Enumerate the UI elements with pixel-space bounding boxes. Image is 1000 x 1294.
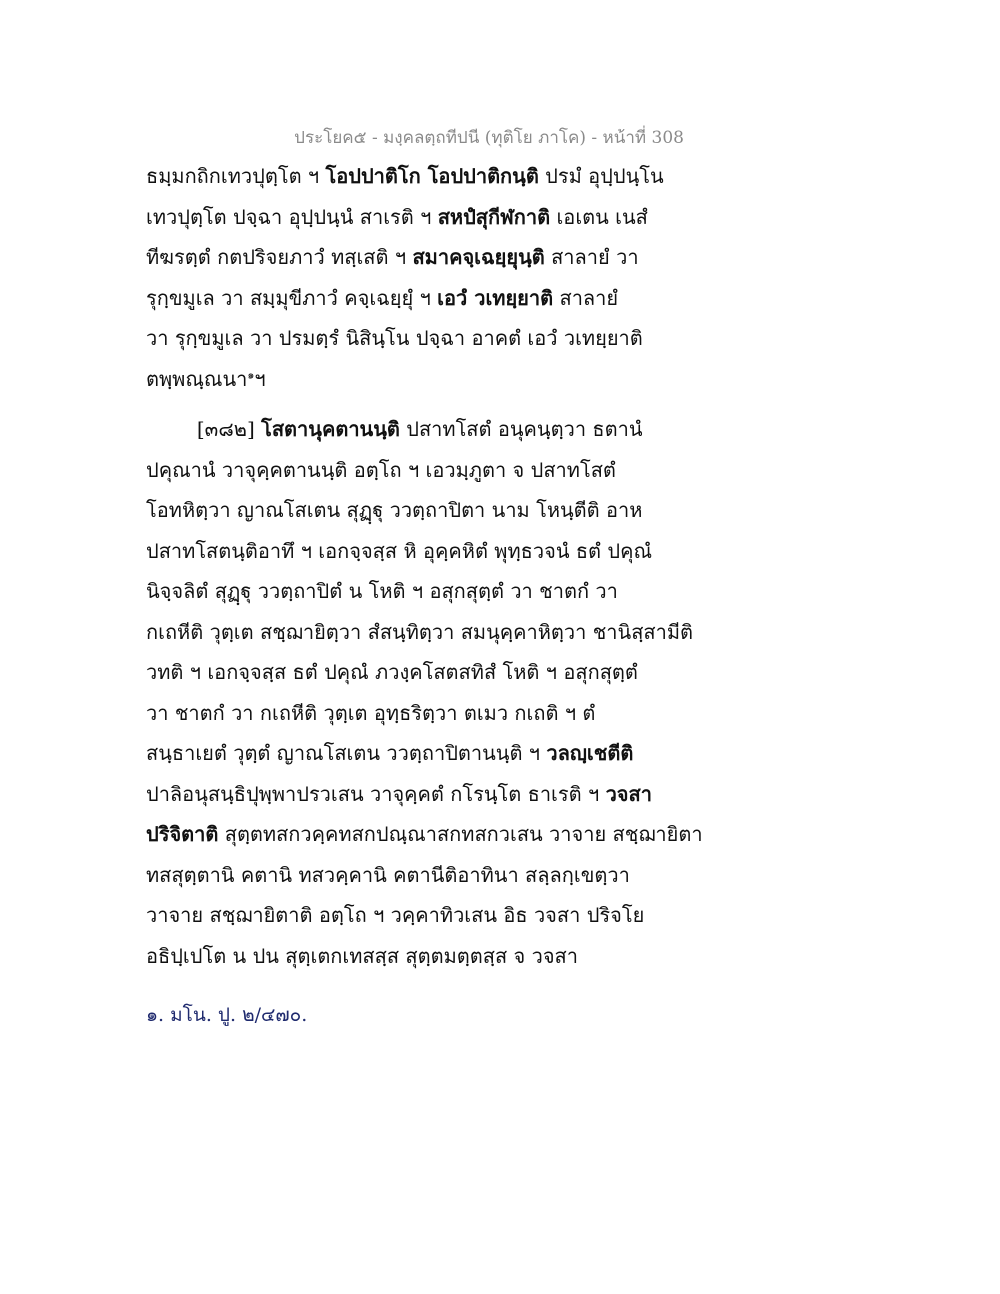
text-segment: สาลายํ วา — [544, 245, 639, 269]
text-segment: อธิปฺเปโต น ปน สุตฺเตกเทสสฺส สุตฺตมตฺตสฺส จ วจสา — [146, 943, 578, 968]
text-line — [146, 936, 706, 977]
bold-term: โสตานุคตานนฺติ — [261, 417, 400, 441]
text-line — [146, 733, 706, 774]
text-segment: ธมฺมกถิกเทวปุตฺโต ฯ — [146, 164, 326, 188]
text-segment: เอเตน เนสํ — [550, 204, 648, 229]
text-segment: ฯ — [254, 366, 266, 391]
text-segment: ปาลิอนุสนฺธิปุพฺพาปรวเสน วาจุคฺคตํ กโรนฺโต ธาเรติ ฯ — [146, 781, 606, 806]
main-text — [146, 156, 706, 976]
text-line — [146, 652, 706, 693]
text-segment: เทวปุตฺโต ปจฺฉา อุปฺปนฺนํ สาเรติ ฯ — [146, 204, 438, 229]
text-segment: วา ชาตกํ วา กเถหีติ วุตฺเต อุทฺธริตฺวา ตเมว กเถติ ฯ ตํ — [146, 700, 596, 725]
bold-term: สหปํสุกีฬกาติ — [437, 204, 551, 229]
bold-term: สมาคจฺเฉยฺยุนฺติ — [412, 245, 545, 269]
paragraph-2 — [146, 409, 706, 976]
text-line — [146, 571, 706, 612]
text-line — [146, 450, 706, 491]
bold-term: วจสา — [605, 781, 652, 806]
text-segment: สุตฺตทสกวคฺคทสกปณฺณาสกทสกวเสน วาจาย สชฺฌายิตา — [218, 822, 703, 846]
text-segment: ปสาทโสตนฺติอาทึ ฯ เอกจฺจสฺส หิ อุคฺคหิตํ พุทฺธวจนํ ธตํ ปคุณํ — [146, 538, 653, 563]
text-segment: โอทหิตฺวา ญาณโสเตน สุฏฺฐุ ววตฺถาปิตา นาม โหนฺตีติ อาห — [146, 498, 643, 522]
text-segment: นิจฺจลิตํ สุฏฺฐุ ววตฺถาปิตํ น โหติ ฯ อสุกสุตฺตํ วา ชาตกํ วา — [146, 579, 618, 603]
text-line — [146, 855, 706, 896]
text-segment: ตพฺพณฺณนา — [146, 366, 248, 391]
text-segment: วา รุกฺขมูเล วา ปรมตฺรํ นิสินฺโน ปจฺฉา อาคตํ เอวํ วเทยฺยาติ — [146, 326, 643, 350]
paragraph-1 — [146, 156, 706, 399]
text-segment: กเถหีติ วุตฺเต สชฺฌายิตฺวา สํสนฺทิตฺวา สมนุคฺคาหิตฺวา ชานิสฺสามีติ — [146, 619, 694, 644]
page-header: ประโยค๕ - มงฺคลตฺถทีปนี (ทุติโย ภาโค) - หน้าที่ 308 — [294, 128, 684, 148]
footnote: ๑. มโน. ปู. ๒/๔๗๐. — [146, 1004, 308, 1026]
text-segment: วาจาย สชฺฌายิตาติ อตฺโถ ฯ วคฺคาทิวเสน อิธ วจสา ปริจโย — [146, 903, 645, 927]
text-segment: ทีฆรตฺตํ กตปริจยภาวํ ทสฺเสติ ฯ — [146, 245, 413, 269]
text-segment: ปสาทโสตํ อนุคนฺตฺวา ธตานํ — [399, 417, 643, 441]
footnote-marker: ๑ — [247, 367, 255, 381]
text-line — [146, 612, 706, 653]
bold-term: โอปปาติโก โอปปาติกนฺติ — [325, 164, 539, 188]
text-line — [146, 156, 706, 197]
text-line — [146, 237, 706, 278]
text-line — [146, 409, 706, 450]
bold-term: เอวํ วเทยฺยาติ — [437, 285, 554, 310]
text-line — [146, 531, 706, 572]
text-line — [146, 318, 706, 359]
text-line — [146, 895, 706, 936]
text-line — [146, 490, 706, 531]
text-line — [146, 359, 706, 400]
text-segment: ปรมํ อุปฺปนฺโน — [538, 164, 664, 188]
text-segment: สนฺธาเยตํ วุตฺตํ ญาณโสเตน ววตฺถาปิตานนฺติ ฯ — [146, 741, 547, 765]
text-segment: [๓๘๒] — [146, 417, 262, 441]
bold-term: ปริจิตาติ — [146, 822, 219, 846]
bold-term: วลญฺเชตีติ — [546, 741, 634, 765]
text-line — [146, 693, 706, 734]
text-segment: ทสสุตฺตานิ คตานิ ทสวคฺคานิ คตานีติอาทินา สลฺลกฺเขตฺวา — [146, 862, 630, 887]
text-segment: รุกฺขมูเล วา สมฺมุขีภาวํ คจฺเฉยฺยุํ ฯ — [146, 285, 438, 310]
text-line — [146, 814, 706, 855]
text-line — [146, 197, 706, 238]
text-line — [146, 774, 706, 815]
text-line — [146, 278, 706, 319]
text-segment: สาลายํ — [553, 285, 619, 310]
text-segment: ปคุณานํ วาจุคฺคตานนฺติ อตฺโถ ฯ เอวมฺภูตา จ ปสาทโสตํ — [146, 457, 616, 482]
text-segment: วทติ ฯ เอกจฺจสฺส ธตํ ปคุณํ ภวงฺคโสตสทิสํ โหติ ฯ อสุกสุตฺตํ — [146, 660, 638, 684]
